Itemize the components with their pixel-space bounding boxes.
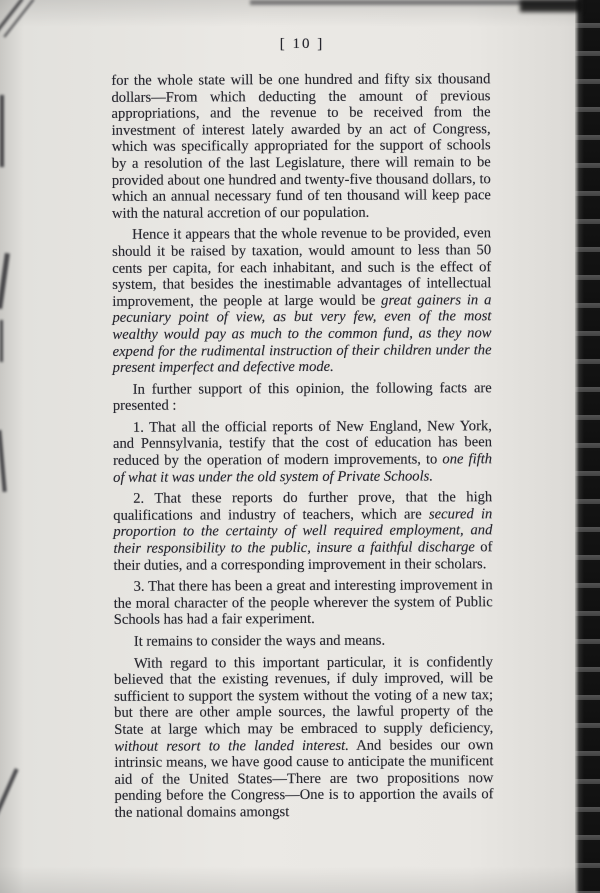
body-text: And besides our own intrinsic means, we have good cause to anticipate the munificent aid of the United States—There are two propositions now pending before the Congress—One is to apportion the avails of the national domains amongst — [114, 736, 494, 821]
paragraph-7 — [114, 632, 493, 650]
paragraph-6 — [114, 577, 493, 628]
text-column — [111, 71, 493, 826]
paragraph-4 — [113, 418, 492, 486]
body-text: 2. That these reports do further prove, that the high qualifications and industry of teachers, which are — [113, 489, 493, 524]
paragraph-2 — [112, 226, 492, 377]
scan-artifact — [0, 320, 3, 362]
scan-artifact — [0, 768, 19, 854]
paragraph-3 — [113, 380, 492, 415]
body-text: 1. That all the official reports of New England, New York, and Pennsylvania, testify that the cost of education has been reduced by the operation of modern improvements, to — [112, 418, 493, 469]
paragraph-1 — [111, 71, 491, 222]
body-text: for the whole state will be one hundred and fifty six thousand dollars—From which deducting the amount of previous appropriations, and the revenue to be received from the investment of interest lately awarded by an act of Congress, which was specifically appropriated for the support of schools by a resolution of the last Legislature, there will remain to be provided about one hundred and twenty-five thousand dollars, to which an annual necessary fund of ten thousand will keep pace with the natural accretion of our population. — [111, 71, 491, 222]
scan-artifact — [0, 95, 4, 167]
scan-artifact — [520, 0, 582, 12]
italic-text: one fifth of what it was under the old system of Private Schools. — [113, 451, 493, 486]
italic-text: without resort to the landed interest. — [114, 737, 349, 755]
scan-artifact — [0, 253, 10, 309]
body-text: 3. That there has been a great and interesting improvement in the moral character of the people wherever the system of Public Schools has had a fair experiment. — [113, 577, 493, 629]
body-text: In further support of this opinion, the following facts are presented : — [112, 379, 492, 415]
scan-artifact — [0, 430, 7, 492]
paragraph-5 — [113, 489, 492, 574]
page-number: [ 10 ] — [279, 36, 325, 52]
body-text: With regard to this important particular, it is confidently believed that the existing revenues, if duly improved, will be sufficient to support the system without the voting of a new tax; but there are other ample sources, the lawful property of the State at large which may be embraced to supply deficiency, — [113, 653, 494, 738]
body-text: of their duties, and a corresponding improvement in their scholars. — [113, 539, 493, 574]
paragraph-8 — [114, 654, 494, 822]
italic-text: secured in proportion to the certainty of well required employment, and their responsibility to the public, insure a faithful discharge — [113, 506, 493, 557]
body-text: Hence it appears that the whole revenue to be provided, even should it be raised by taxation, would amount to less than 50 cents per capita, for each inhabitant, and such is the effect of system, that besides the inestimable advantages of intellectual improvement, the people at large would be — [112, 225, 492, 310]
italic-text: great gainers in a pecuniary point of view, as but very few, even of the most wealthy would pay as much to the common fund, as they now expend for the rudimental instruction of their children under the present imperfect and defective mode. — [112, 291, 492, 376]
scanner-edge-strip — [575, 0, 600, 893]
body-text: It remains to consider the ways and means. — [133, 632, 386, 650]
